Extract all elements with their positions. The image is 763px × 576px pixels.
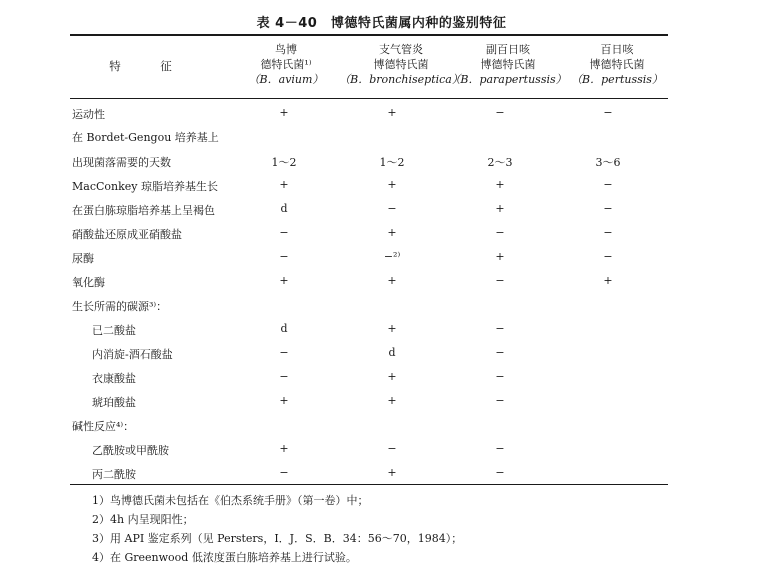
row-label: 氧化酶	[72, 276, 105, 289]
cell-pertussis: −	[603, 106, 613, 119]
table-row	[70, 414, 668, 436]
cell-pertussis: −	[603, 226, 613, 239]
row-label: 衣康酸盐	[92, 372, 136, 385]
cell-parapertussis: −	[495, 226, 505, 239]
cell-bronchiseptica: 1～2	[379, 156, 405, 169]
table-title: 表 4－40 博德特氏菌属内种的鉴别特征	[256, 16, 507, 31]
cell-parapertussis: −	[495, 442, 505, 455]
row-label: 硝酸盐还原成亚硝酸盐	[72, 228, 182, 241]
row-label: 出现菌落需要的天数	[72, 156, 171, 169]
cell-parapertussis: +	[495, 202, 505, 215]
table-row	[70, 222, 668, 244]
table-row	[70, 198, 668, 220]
header-col-line2: 德特氏菌¹⁾	[260, 58, 312, 71]
table-row	[70, 102, 668, 124]
row-label: 已二酸盐	[92, 324, 136, 337]
footnote: 2）4h 内呈现阳性；	[92, 513, 194, 526]
cell-bronchiseptica: +	[387, 178, 397, 191]
table-row	[70, 294, 668, 316]
table-row	[70, 462, 668, 484]
header-col-line1: 支气管炎	[379, 43, 423, 56]
cell-avium: −	[279, 346, 289, 359]
header-col-line1: 鸟博	[275, 43, 297, 56]
row-label: 琥珀酸盐	[92, 396, 136, 409]
cell-bronchiseptica: −²⁾	[383, 250, 401, 263]
row-label: MacConkey 琼脂培养基生长	[72, 180, 218, 193]
header-col-pertussis	[562, 42, 672, 87]
cell-parapertussis: 2～3	[487, 156, 513, 169]
row-label: 乙酰胺或甲酰胺	[92, 444, 169, 457]
header-col-parapertussis	[448, 42, 568, 87]
table-row	[70, 150, 668, 172]
cell-parapertussis: +	[495, 178, 505, 191]
cell-bronchiseptica: −	[387, 442, 397, 455]
footnote: 4）在 Greenwood 低浓度蛋白胨培养基上进行试验。	[92, 551, 357, 564]
header-col-sci: （B．avium）	[248, 73, 324, 86]
cell-avium: +	[279, 178, 289, 191]
cell-parapertussis: −	[495, 322, 505, 335]
table-row	[70, 390, 668, 412]
cell-avium: −	[279, 370, 289, 383]
cell-bronchiseptica: +	[387, 274, 397, 287]
row-label: 丙二酰胺	[92, 468, 136, 481]
cell-avium: +	[279, 394, 289, 407]
cell-parapertussis: −	[495, 370, 505, 383]
row-label: 内消旋-酒石酸盐	[92, 348, 173, 361]
header-col-sci: （B．pertussis）	[571, 73, 663, 86]
cell-avium: −	[279, 226, 289, 239]
cell-bronchiseptica: d	[388, 346, 396, 359]
cell-avium: +	[279, 106, 289, 119]
cell-bronchiseptica: +	[387, 466, 397, 479]
table-row	[70, 125, 668, 147]
cell-avium: +	[279, 442, 289, 455]
cell-parapertussis: −	[495, 346, 505, 359]
cell-pertussis: −	[603, 250, 613, 263]
cell-pertussis: −	[603, 202, 613, 215]
cell-parapertussis: −	[495, 394, 505, 407]
cell-avium: +	[279, 274, 289, 287]
table-row	[70, 318, 668, 340]
cell-bronchiseptica: +	[387, 394, 397, 407]
cell-pertussis: 3～6	[595, 156, 621, 169]
cell-pertussis: +	[603, 274, 613, 287]
header-col-sci: （B．bronchiseptica）	[339, 73, 463, 86]
footnote: 3）用 API 鉴定系列（见 Persters，I．J．S．B．34：56～70，1984）；	[92, 532, 463, 545]
table-row	[70, 270, 668, 292]
table-row	[70, 246, 668, 268]
header-col-line1: 百日咳	[600, 43, 634, 56]
header-col-line2: 博德特氏菌	[589, 58, 645, 71]
header-col-line1: 副百日咳	[486, 43, 530, 56]
cell-parapertussis: +	[495, 250, 505, 263]
footnote: 1）鸟博德氏菌未包括在《伯杰系统手册》（第一卷）中；	[92, 494, 369, 507]
header-rule	[70, 98, 668, 99]
cell-avium: d	[280, 322, 288, 335]
row-label: 尿酶	[72, 252, 94, 265]
header-col-bronchiseptica	[336, 42, 466, 87]
cell-avium: −	[279, 466, 289, 479]
row-label: 生长所需的碳源³⁾：	[72, 300, 168, 313]
top-rule	[70, 34, 668, 36]
row-label: 在蛋白胨琼脂培养基上呈褐色	[72, 204, 215, 217]
cell-pertussis: −	[603, 178, 613, 191]
row-label: 在 Bordet-Gengou 培养基上	[72, 131, 219, 144]
cell-bronchiseptica: +	[387, 226, 397, 239]
row-label: 运动性	[72, 108, 105, 121]
cell-parapertussis: −	[495, 106, 505, 119]
table-row	[70, 174, 668, 196]
cell-bronchiseptica: +	[387, 322, 397, 335]
bottom-rule	[70, 484, 668, 485]
table-row	[70, 438, 668, 460]
header-col-sci: （B．parapertussis）	[449, 73, 567, 86]
header-col-line2: 博德特氏菌	[373, 58, 429, 71]
cell-parapertussis: −	[495, 274, 505, 287]
cell-bronchiseptica: +	[387, 106, 397, 119]
row-label: 碱性反应⁴⁾：	[72, 420, 135, 433]
table-row	[70, 366, 668, 388]
cell-bronchiseptica: −	[387, 202, 397, 215]
cell-bronchiseptica: +	[387, 370, 397, 383]
header-feature: 特 征	[109, 59, 186, 73]
cell-avium: −	[279, 250, 289, 263]
table-row	[70, 342, 668, 364]
cell-avium: 1～2	[271, 156, 297, 169]
header-col-avium	[240, 42, 332, 87]
header-col-line2: 博德特氏菌	[480, 58, 536, 71]
cell-avium: d	[280, 202, 288, 215]
cell-parapertussis: −	[495, 466, 505, 479]
